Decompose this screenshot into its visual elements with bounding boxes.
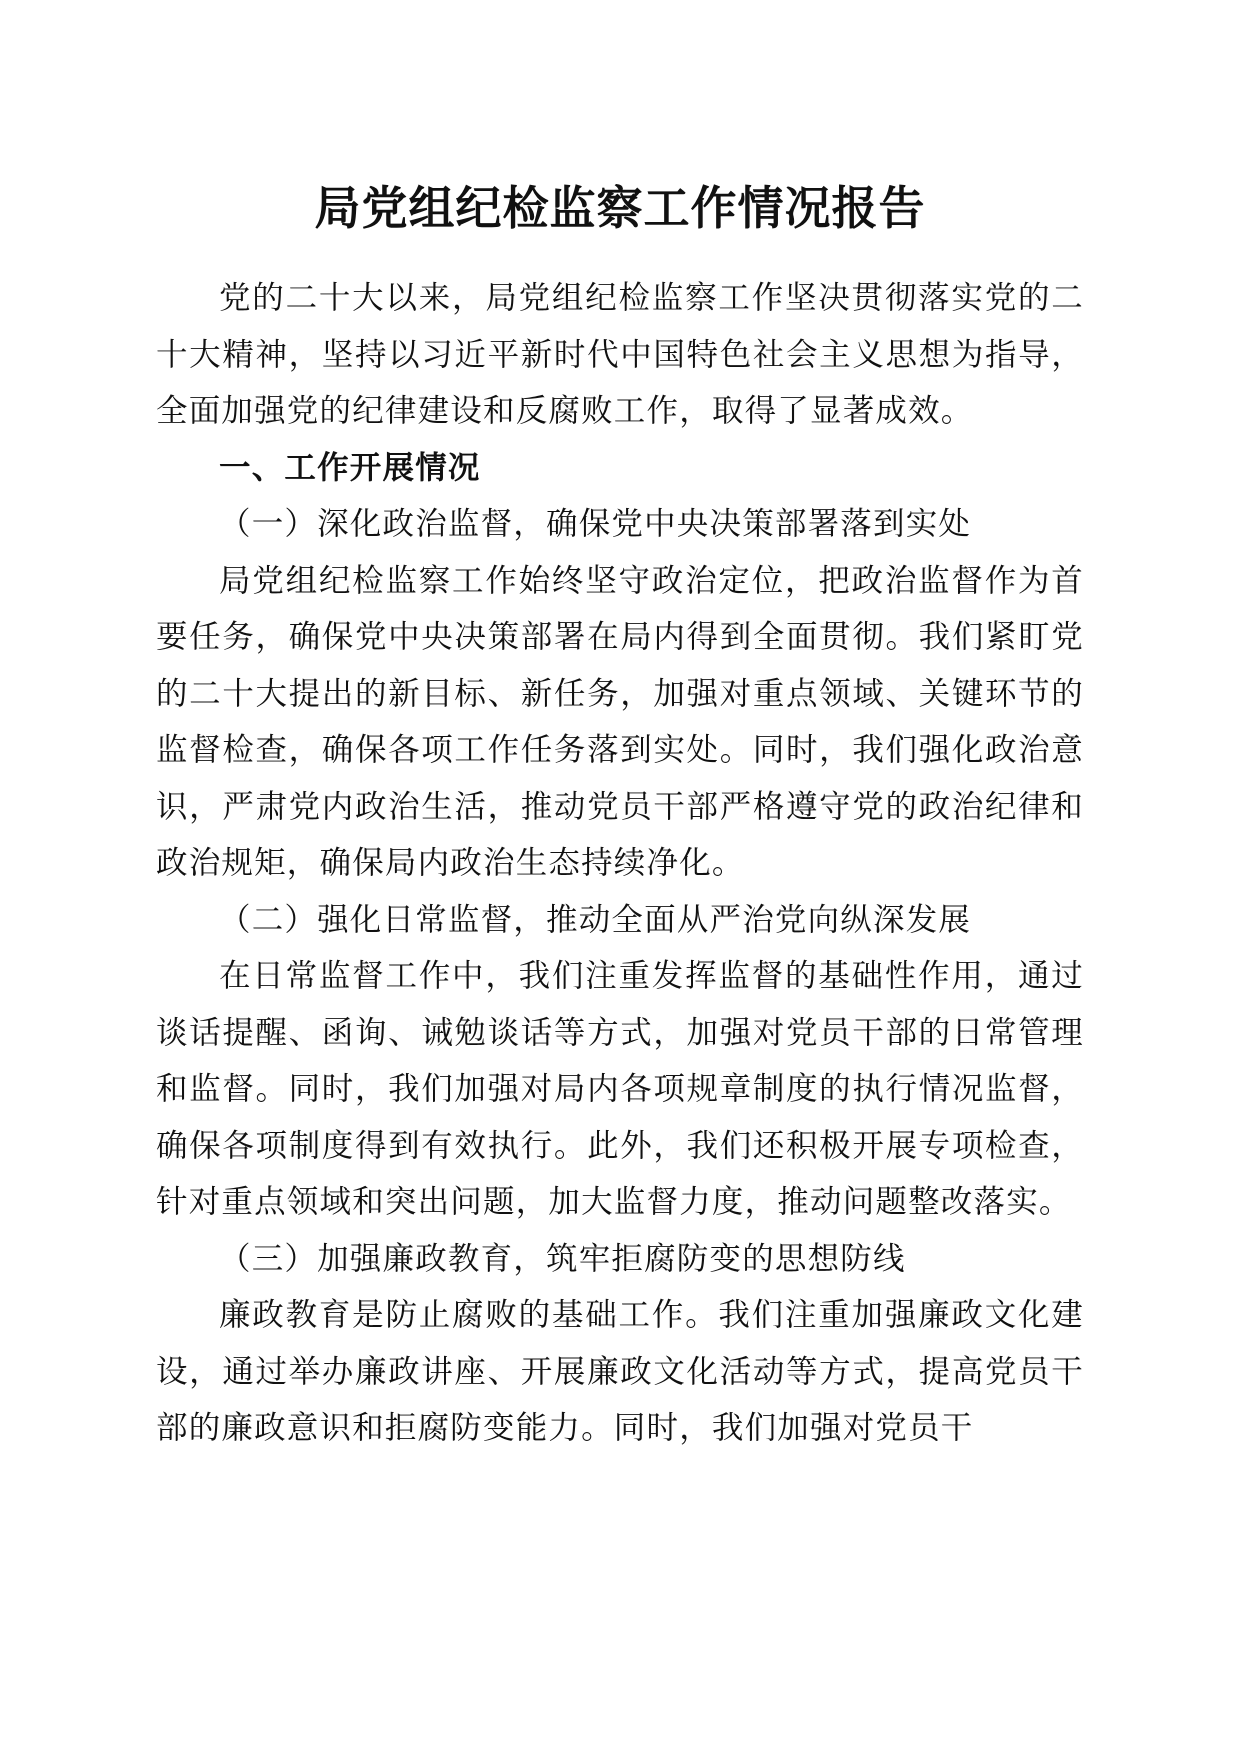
document-title: 局党组纪检监察工作情况报告: [314, 181, 926, 235]
political-supervision-paragraph: 局党组纪检监察工作始终坚守政治定位，把政治监督作为首要任务，确保党中央决策部署在局内得到全面贯彻。我们紧盯党的二十大提出的新目标、新任务，加强对重点领域、关键环节的监督检查，确保各项工作任务落到实处。同时，我们强化政治意识，严肃党内政治生活，推动党员干部严格遵守党的政治纪律和政治规矩，确保局内政治生态持续净化。: [156, 562, 1084, 881]
subsection-heading-political-supervision: （一）深化政治监督，确保党中央决策部署落到实处: [219, 506, 972, 542]
intro-paragraph: 党的二十大以来，局党组纪检监察工作坚决贯彻落实党的二十大精神，坚持以习近平新时代中国特色社会主义思想为指导，全面加强党的纪律建设和反腐败工作，取得了显著成效。: [156, 280, 1084, 429]
subsection-heading-daily-supervision: （二）强化日常监督，推动全面从严治党向纵深发展: [219, 901, 972, 938]
document-body: [156, 270, 1084, 1457]
section-heading-work-status: 一、工作开展情况: [219, 449, 481, 486]
subsection-heading-integrity-education: （三）加强廉政教育，筑牢拒腐防变的思想防线: [219, 1240, 906, 1277]
integrity-education-paragraph: 廉政教育是防止腐败的基础工作。我们注重加强廉政文化建设，通过举办廉政讲座、开展廉政文化活动等方式，提高党员干部的廉政意识和拒腐防变能力。同时，我们加强对党员干: [156, 1297, 1084, 1446]
daily-supervision-paragraph: 在日常监督工作中，我们注重发挥监督的基础性作用，通过谈话提醒、函询、诫勉谈话等方式，加强对党员干部的日常管理和监督。同时，我们加强对局内各项规章制度的执行情况监督，确保各项制度得到有效执行。此外，我们还积极开展专项检查，针对重点领域和突出问题，加大监督力度，推动问题整改落实。: [156, 958, 1084, 1220]
